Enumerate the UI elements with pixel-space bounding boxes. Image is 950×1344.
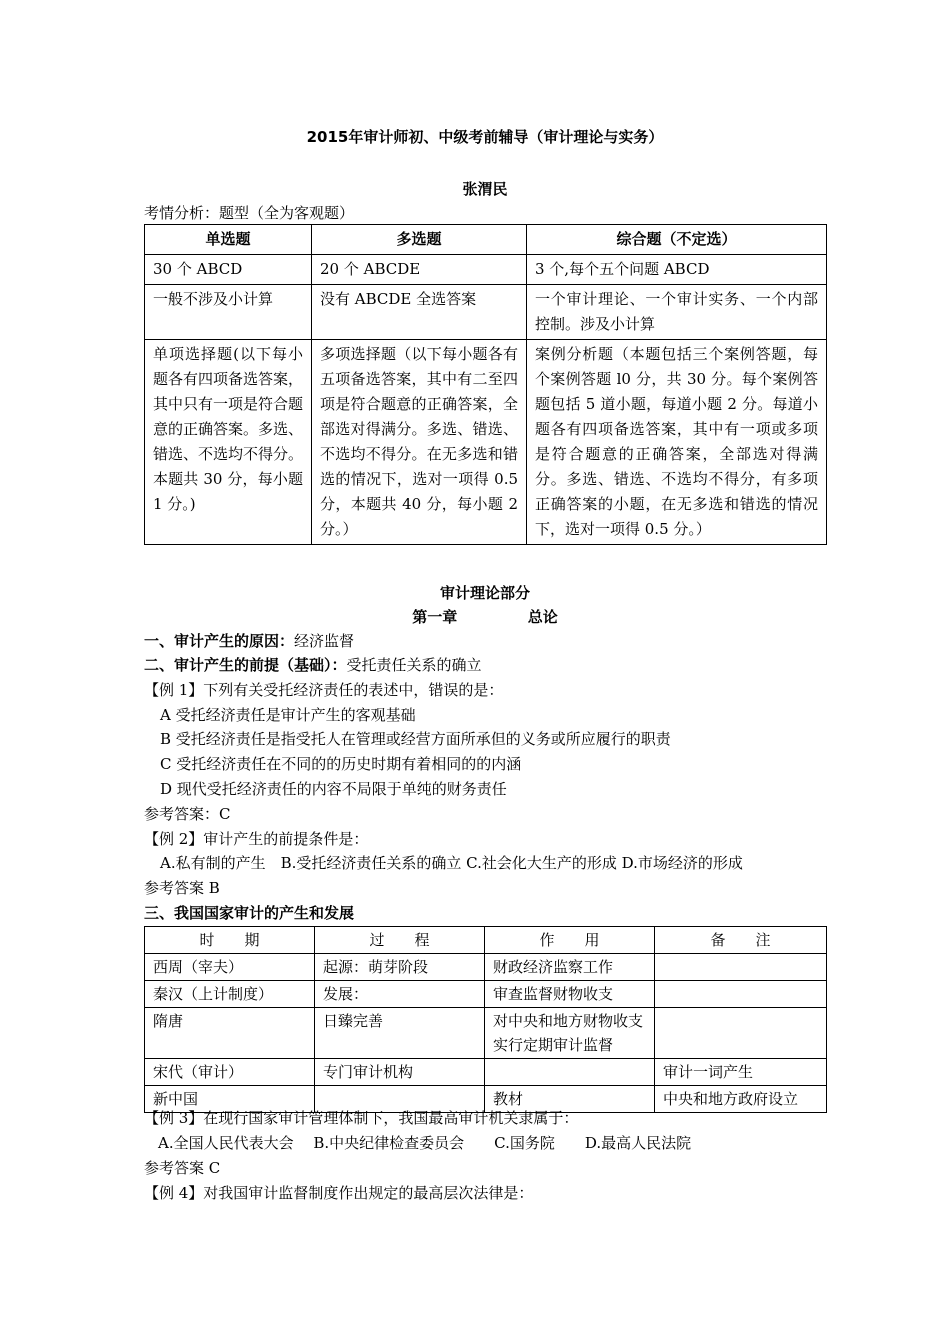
table-row	[145, 1008, 827, 1059]
table-header-cell: 时 期	[145, 927, 315, 954]
table-header-cell: 多选题	[312, 225, 527, 255]
table-cell: 发展：	[315, 981, 485, 1008]
example-option: D 现代受托经济责任的内容不局限于单纯的财务责任	[160, 780, 507, 798]
table-cell: 秦汉（上计制度）	[145, 981, 315, 1008]
example-option: C 受托经济责任在不同的的历史时期有着相同的的内涵	[160, 755, 522, 773]
table-header-cell: 过 程	[315, 927, 485, 954]
table-cell	[655, 954, 827, 981]
table-header-cell: 综合题（不定选）	[527, 225, 827, 255]
section-2	[144, 655, 482, 675]
exam-analysis-label: 考情分析：题型（全为客观题）	[144, 204, 355, 222]
section-text: 经济监督	[294, 632, 355, 650]
table-row	[145, 255, 827, 285]
table-row	[145, 981, 827, 1008]
table-header-row	[145, 225, 827, 255]
table-cell: 审计一词产生	[655, 1059, 827, 1086]
table-cell: 一个审计理论、一个审计实务、一个内部控制。涉及小计算	[527, 285, 827, 340]
section-1	[144, 631, 354, 651]
example-options: A.全国人民代表大会 B.中央纪律检查委员会 C.国务院 D.最高人民法院	[158, 1134, 692, 1152]
example-option: A 受托经济责任是审计产生的客观基础	[160, 706, 416, 724]
part-title: 审计理论部分	[439, 584, 530, 602]
table-cell: 教材	[485, 1086, 655, 1113]
table-cell: 20 个 ABCDE	[312, 255, 527, 285]
example-answer: 参考答案 C	[144, 1159, 221, 1177]
example-question: 【例 3】在现行国家审计管理体制下，我国最高审计机关隶属于：	[144, 1109, 579, 1127]
author-name: 张渭民	[462, 180, 508, 198]
table-header-cell: 备 注	[655, 927, 827, 954]
example-option: B 受托经济责任是指受托人在管理或经营方面所承但的义务或所应履行的职责	[160, 730, 671, 748]
example-answer: 参考答案 B	[144, 879, 220, 897]
table-row	[145, 340, 827, 545]
example-answer: 参考答案：C	[144, 805, 231, 823]
section-3-heading: 三、我国国家审计的产生和发展	[144, 904, 355, 922]
table-cell	[655, 981, 827, 1008]
table-cell: 对中央和地方财物收支实行定期审计监督	[485, 1008, 655, 1059]
section-heading: 二、审计产生的前提（基础）：	[144, 656, 347, 674]
table-cell: 30 个 ABCD	[145, 255, 312, 285]
audit-history-table	[144, 926, 827, 1113]
table-cell: 隋唐	[145, 1008, 315, 1059]
table-header-row	[145, 927, 827, 954]
table-cell: 财政经济监察工作	[485, 954, 655, 981]
document-title: 2015年审计师初、中级考前辅导（审计理论与实务）	[306, 128, 664, 146]
table-cell: 日臻完善	[315, 1008, 485, 1059]
example-options: A.私有制的产生 B.受托经济责任关系的确立 C.社会化大生产的形成 D.市场经济的形成	[160, 854, 743, 872]
table-cell: 单项选择题(以下每小题各有四项备选答案，其中只有一项是符合题意的正确答案。多选、错选、不选均不得分。本题共 30 分，每小题 1 分。)	[145, 340, 312, 545]
table-cell: 审查监督财物收支	[485, 981, 655, 1008]
table-cell: 案例分析题（本题包括三个案例答题，每个案例答题 l0 分，共 30 分。每个案例答题包括 5 道小题，每道小题 2 分。每道小题各有四项备选答案，其中有一项或多项是符合题意的正确答案，全部选对得满分。多选、错选、不选均不得分，有多项正确答案的小题，在无多选和错选的情况下，选对一项得 0.5 分。）	[527, 340, 827, 545]
table-row	[145, 285, 827, 340]
section-text: 受托责任关系的确立	[346, 656, 482, 674]
table-row	[145, 1059, 827, 1086]
table-cell: 新中国	[145, 1086, 315, 1113]
table-cell: 起源：萌芽阶段	[315, 954, 485, 981]
table-cell: 宋代（审计）	[145, 1059, 315, 1086]
table-cell: 中央和地方政府设立	[655, 1086, 827, 1113]
table-cell	[485, 1059, 655, 1086]
table-cell: 专门审计机构	[315, 1059, 485, 1086]
table-cell: 3 个,每个五个问题 ABCD	[527, 255, 827, 285]
table-cell: 西周（宰夫）	[145, 954, 315, 981]
example-question: 【例 4】对我国审计监督制度作出规定的最高层次法律是：	[144, 1184, 534, 1202]
chapter-heading	[144, 606, 826, 627]
table-row	[145, 954, 827, 981]
table-cell: 多项选择题（以下每小题各有五项备选答案，其中有二至四项是符合题意的正确答案，全部选对得满分。多选、错选、不选均不得分。在无多选和错选的情况下，选对一项得 0.5 分，本题共 40 分，每小题 2 分。）	[312, 340, 527, 545]
example-question: 【例 2】审计产生的前提条件是：	[144, 830, 369, 848]
chapter-name: 总论	[527, 608, 558, 626]
section-heading: 一、审计产生的原因：	[144, 632, 295, 650]
table-cell: 一般不涉及小计算	[145, 285, 312, 340]
table-header-cell: 单选题	[145, 225, 312, 255]
chapter-number: 第一章	[412, 608, 458, 626]
example-question: 【例 1】下列有关受托经济责任的表述中，错误的是：	[144, 681, 504, 699]
table-header-cell: 作 用	[485, 927, 655, 954]
table-cell: 没有 ABCDE 全选答案	[312, 285, 527, 340]
exam-format-table	[144, 224, 827, 545]
table-cell	[655, 1008, 827, 1059]
